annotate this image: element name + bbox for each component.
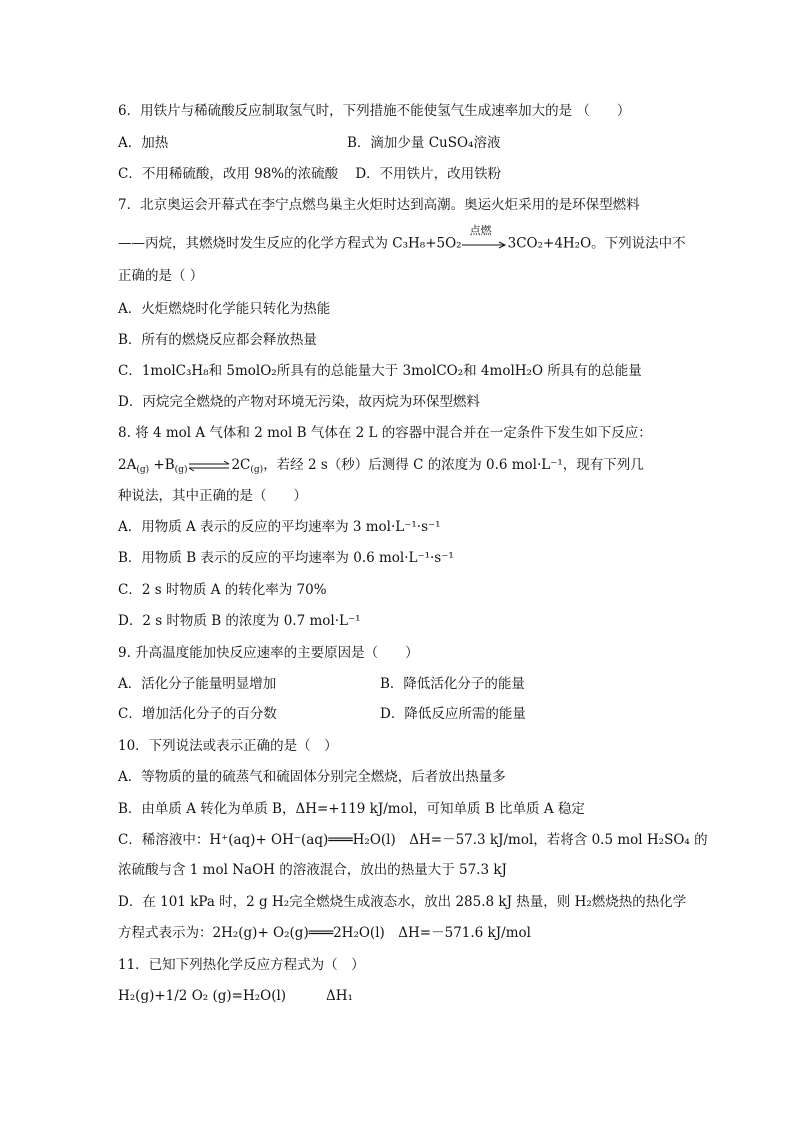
q8-stem-line3: 种说法，其中正确的是（ ） (118, 488, 307, 504)
q9-option-d: D．降低反应所需的能量 (380, 706, 526, 722)
q8-state-c: (g) (250, 465, 264, 475)
q6-option-d: D．不用铁片，改用铁粉 (355, 166, 502, 182)
q7-stem-line1: 7．北京奥运会开幕式在李宁点燃鸟巢主火炬时达到高潮。奥运火炬采用的是环保型燃料 (118, 197, 640, 213)
q8-stem-line2 (118, 459, 644, 475)
q6-option-c: C．不用稀硫酸，改用 98%的浓硫酸 (118, 166, 339, 182)
arrow-condition-label: 点燃 (469, 224, 492, 237)
q7-equation-reactants: ——丙烷，其燃烧时发生反应的化学方程式为 C₃H₈+5O₂ (118, 235, 462, 252)
q8-stem-line1: 8. 将 4 mol A 气体和 2 mol B 气体在 2 L 的容器中混合并在一定条件下发生如下反应： (118, 425, 652, 441)
q8-option-d: D．2 s 时物质 B 的浓度为 0.7 mol·L⁻¹ (118, 613, 361, 629)
q9-stem: 9. 升高温度能加快反应速率的主要原因是（ ） (118, 645, 419, 661)
q10-option-a: A．等物质的量的硫蒸气和硫固体分别完全燃烧，后者放出热量多 (118, 769, 506, 785)
q9-option-c: C．增加活化分子的百分数 (118, 706, 277, 722)
q10-option-d-line1: D．在 101 kPa 时，2 g H₂完全燃烧生成液态水，放出 285.8 kJ 热量，则 H₂燃烧热的热化学 (118, 894, 687, 910)
q6-option-cd-line (118, 168, 501, 182)
q8-option-b: B．用物质 B 表示的反应的平均速率为 0.6 mol·L⁻¹·s⁻¹ (118, 550, 454, 566)
equilibrium-arrow-icon (187, 460, 231, 472)
q8-state-b: (g) (174, 465, 188, 475)
q11-delta-h1: ΔH₁ (326, 988, 353, 1004)
q8-state-a: (g) (136, 465, 150, 475)
q6-option-b: B．滴加少量 CuSO₄溶液 (347, 135, 501, 151)
q8-reactant-b: +B (149, 457, 175, 473)
q9-option-b: B．降低活化分子的能量 (380, 676, 525, 692)
q7-option-c: C．1molC₃H₈和 5molO₂所具有的总能量大于 3molCO₂和 4molH₂O 所具有的总能量 (118, 363, 642, 379)
q11-equation-1: H₂(g)+1/2 O₂ (g)=H₂O(l) (118, 988, 287, 1004)
reaction-arrow-icon (462, 224, 508, 251)
q10-stem: 10．下列说法或表示正确的是（ ） (118, 738, 338, 754)
q8-option-a: A．用物质 A 表示的反应的平均速率为 3 mol·L⁻¹·s⁻¹ (118, 519, 441, 535)
q7-option-a: A．火炬燃烧时化学能只转化为热能 (118, 301, 331, 317)
q8-product-c: 2C (231, 457, 251, 473)
q6-stem: 6．用铁片与稀硫酸反应制取氢气时，下列措施不能使氢气生成速率加大的是 （ ） (118, 103, 631, 119)
q7-stem-line3: 正确的是（ ） (118, 268, 204, 284)
q7-stem-line2 (118, 224, 686, 252)
q10-option-c-line1: C．稀溶液中：H⁺(aq)+ OH⁻(aq)═══H₂O(l) ΔH=－57.3 kJ/mol，若将含 0.5 mol H₂SO₄ 的 (118, 832, 708, 848)
q6-option-a: A．加热 (118, 135, 169, 151)
q9-option-a: A．活化分子能量明显增加 (118, 676, 277, 692)
q7-equation-products: 3CO₂+4H₂O。下列说法中不 (507, 235, 686, 252)
q8-reactant-a: 2A (118, 457, 137, 473)
q8-option-c: C．2 s 时物质 A 的转化率为 70% (118, 582, 327, 598)
q10-option-c-line2: 浓硫酸与含 1 mol NaOH 的溶液混合，放出的热量大于 57.3 kJ (118, 862, 507, 878)
q11-stem: 11．已知下列热化学反应方程式为（ ） (118, 957, 365, 973)
q10-option-b: B．由单质 A 转化为单质 B，ΔH=+119 kJ/mol，可知单质 B 比单质 A 稳定 (118, 801, 585, 817)
q7-option-d: D．丙烷完全燃烧的产物对环境无污染，故丙烷为环保型燃料 (118, 394, 480, 410)
q8-stem-line2-text: ，若经 2 s（秒）后测得 C 的浓度为 0.6 mol·L⁻¹，现有下列几 (263, 457, 644, 473)
q7-option-b: B．所有的燃烧反应都会释放热量 (118, 332, 317, 348)
q10-option-d-line2: 方程式表示为：2H₂(g)+ O₂(g)═══2H₂O(l) ΔH=－571.6 kJ/mol (118, 925, 531, 941)
